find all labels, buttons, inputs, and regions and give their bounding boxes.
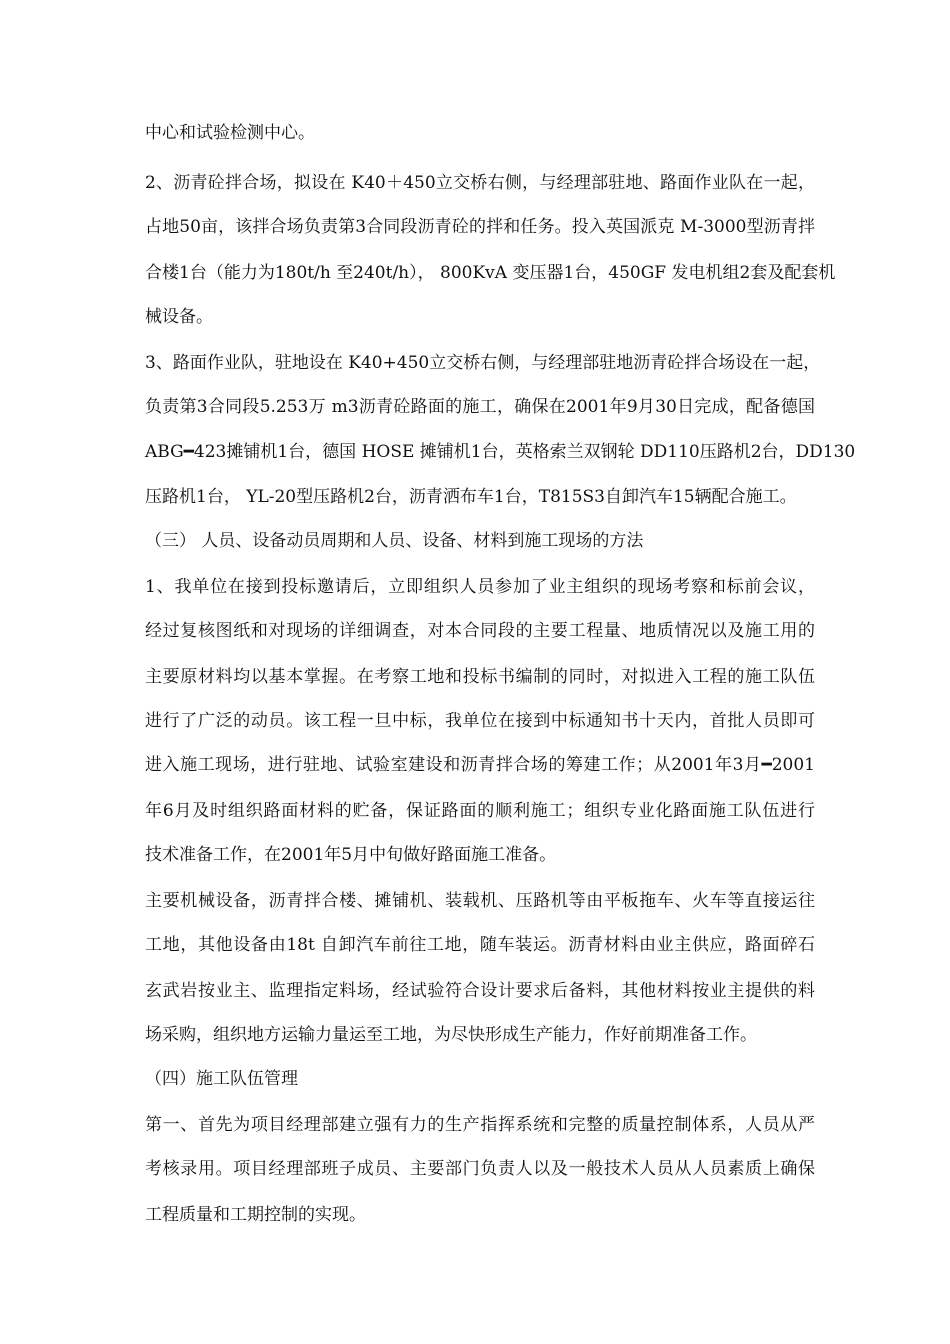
text-line: 进入施工现场，进行驻地、试验室建设和沥青拌合场的筹建工作；从2001年3月━2001 bbox=[145, 755, 815, 775]
text-line: 压路机1台， YL-20型压路机2台，沥青洒布车1台，T815S3自卸汽车15辆配合施工。 bbox=[145, 487, 797, 507]
text-line: 主要原材料均以基本掌握。在考察工地和投标书编制的同时，对拟进入工程的施工队伍 bbox=[145, 667, 815, 687]
text-line: 玄武岩按业主、监理指定料场，经试验符合设计要求后备料，其他材料按业主提供的料 bbox=[145, 981, 815, 1001]
text-line: 第一、首先为项目经理部建立强有力的生产指挥系统和完整的质量控制体系，人员从严 bbox=[145, 1115, 815, 1135]
text-line: 合楼1台（能力为180t/h 至240t/h）， 800KvA 变压器1台，450GF 发电机组2套及配套机 bbox=[145, 263, 836, 283]
text-line: 中心和试验检测中心。 bbox=[145, 123, 315, 143]
text-line: 场采购，组织地方运输力量运至工地，为尽快形成生产能力，作好前期准备工作。 bbox=[145, 1025, 757, 1045]
text-line: 工地，其他设备由18t 自卸汽车前往工地，随车装运。沥青材料由业主供应，路面碎石 bbox=[145, 935, 815, 955]
text-line: 械设备。 bbox=[145, 307, 213, 327]
text-line: 经过复核图纸和对现场的详细调查，对本合同段的主要工程量、地质情况以及施工用的 bbox=[145, 621, 815, 641]
text-line: 年6月及时组织路面材料的贮备，保证路面的顺利施工；组织专业化路面施工队伍进行 bbox=[145, 801, 815, 821]
section-heading: （四）施工队伍管理 bbox=[145, 1069, 298, 1089]
text-line: 技术准备工作，在2001年5月中旬做好路面施工准备。 bbox=[145, 845, 557, 865]
text-line: 占地50亩，该拌合场负责第3合同段沥青砼的拌和任务。投入英国派克 M-3000型沥青拌 bbox=[145, 217, 815, 237]
section-heading: （三） 人员、设备动员周期和人员、设备、材料到施工现场的方法 bbox=[145, 531, 644, 551]
text-line: 工程质量和工期控制的实现。 bbox=[145, 1205, 366, 1225]
text-line: ABG━423摊铺机1台，德国 HOSE 摊铺机1台，英格索兰双钢轮 DD110压路机2台，DD130 bbox=[145, 442, 856, 462]
text-line: 主要机械设备，沥青拌合楼、摊铺机、装载机、压路机等由平板拖车、火车等直接运往 bbox=[145, 891, 815, 911]
text-line: 考核录用。项目经理部班子成员、主要部门负责人以及一般技术人员从人员素质上确保 bbox=[145, 1159, 815, 1179]
text-line: 进行了广泛的动员。该工程一旦中标，我单位在接到中标通知书十天内，首批人员即可 bbox=[145, 711, 815, 731]
text-line: 3、路面作业队，驻地设在 K40+450立交桥右侧，与经理部驻地沥青砼拌合场设在一起， bbox=[145, 353, 821, 373]
text-line: 1、我单位在接到投标邀请后，立即组织人员参加了业主组织的现场考察和标前会议， bbox=[145, 577, 815, 597]
text-line: 负责第3合同段5.253万 m3沥青砼路面的施工，确保在2001年9月30日完成，配备德国 bbox=[145, 397, 815, 417]
text-line: 2、沥青砼拌合场，拟设在 K40＋450立交桥右侧，与经理部驻地、路面作业队在一起， bbox=[145, 173, 815, 193]
